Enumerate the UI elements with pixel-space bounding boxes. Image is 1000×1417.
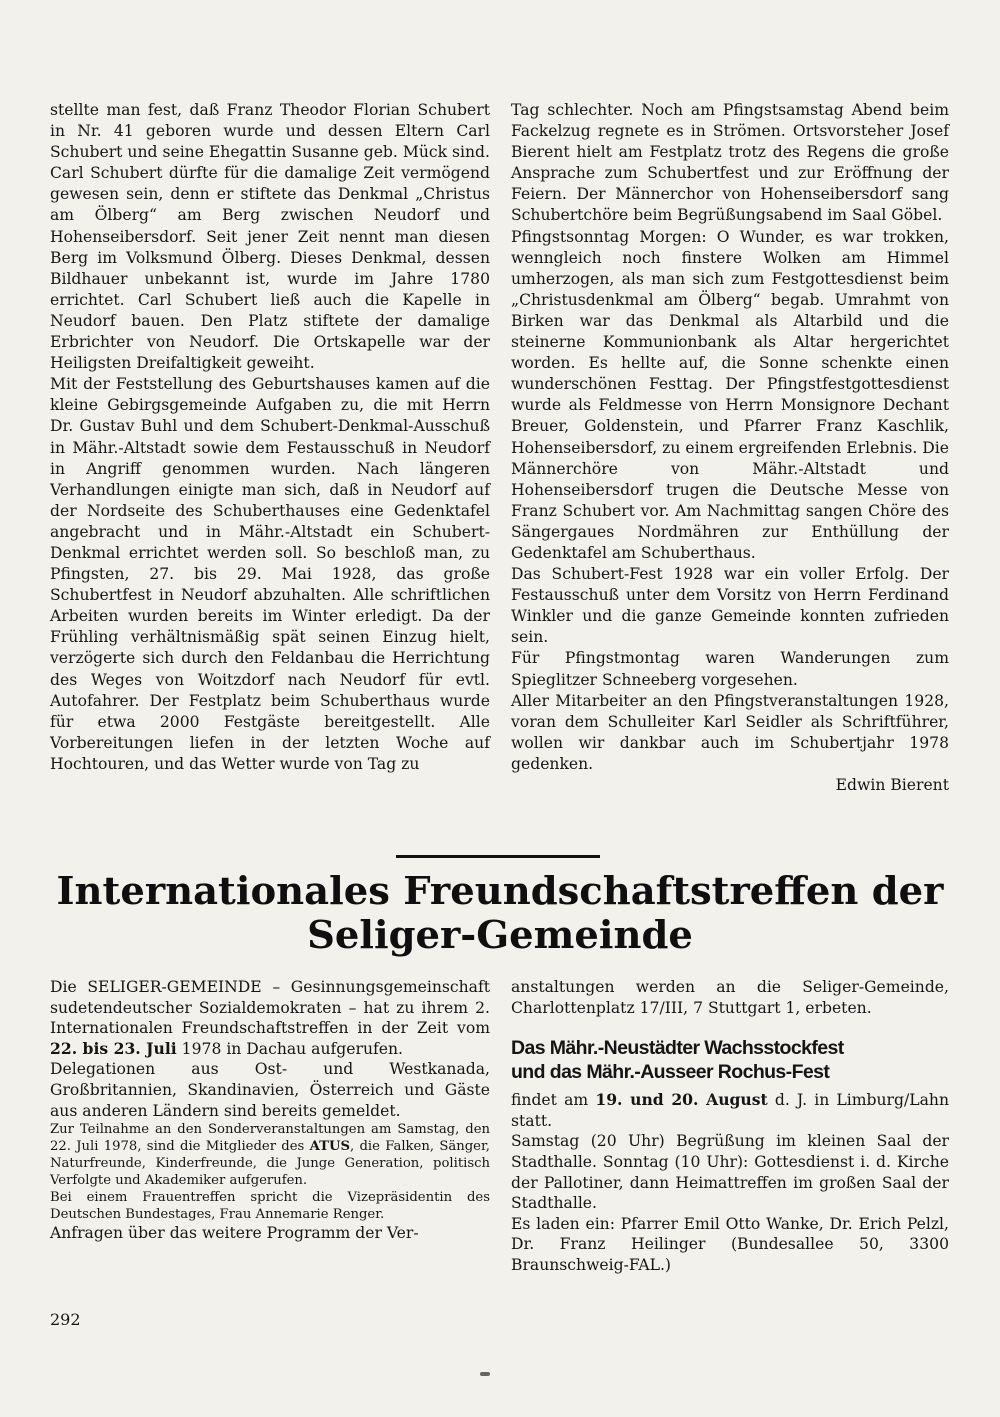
page-number: 292 [50, 1310, 81, 1329]
paragraph: Für Pfingstmontag waren Wanderungen zum Spieglitzer Schneeberg vorgesehen. [511, 649, 949, 689]
print-speck [480, 1372, 490, 1376]
paragraph: anstaltungen werden an die Seliger-Gemeinde, Charlottenplatz 17/III, 7 Stuttgart 1, erbeten. [511, 978, 949, 1017]
paragraph: findet am 19. und 20. August d. J. in Limburg/Lahn statt. [511, 1090, 949, 1130]
paragraph: stellte man fest, daß Franz Theodor Florian Schubert in Nr. 41 geboren wurde und dessen Eltern Carl Schubert und seine Ehegattin Susanne geb. Mück sind. Carl Schubert dürfte für die damalige Zeit vermögend gewesen sein, denn er stiftete das Denkmal „Christus am Ölberg“ am Berg zwischen Neudorf und Hohenseibersdorf. Seit jener Zeit nennt man diesen Berg im Volksmund Ölberg. Dieses Denkmal, dessen Bildhauer unbekannt ist, wurde im Jahre 1780 errichtet. Carl Schubert ließ auch die Kapelle in Neudorf bauen. Den Platz stiftete der damalige Erbrichter von Neudorf. Die Ortskapelle war der Heiligsten Dreifaltigkeit geweiht. [50, 101, 490, 373]
headline-line-1: Internationales Freundschaftstreffen der [56, 869, 944, 914]
paragraph: Pfingstsonntag Morgen: O Wunder, es war trokken, wenngleich noch finstere Wolken am Himmel umherzogen, als man sich zum Festgottesdienst beim „Christusdenkmal am Ölberg“ begab. Umrahmt von Birken war das Denkmal als Altarbild und die steinerne Kommunionbank als Altar hergerichtet worden. Es hellte auf, die Sonne schenkte einen wunderschönen Festtag. Der Pfingstfestgottesdienst wurde als Feldmesse von Herrn Monsignore Dechant Breuer, Goldenstein, und Pfarrer Franz Kaschlik, Hohenseibersdorf, zu einem ergreifenden Erlebnis. Die Männerchöre von Mähr.-Altstadt und Hohenseibersdorf trugen die Deutsche Messe von Franz Schubert vor. Am Nachmittag sangen Chöre des Sängergaues Nordmähren zur Enthüllung der Gedenktafel am Schuberthaus. [511, 227, 949, 562]
paragraph: Samstag (20 Uhr) Begrüßung im kleinen Saal der Stadthalle. Sonntag (10 Uhr): Gottesdienst i. d. Kirche der Pallotiner, dann Heimattreffen im großen Saal der Stadthalle. [511, 1132, 949, 1213]
paragraph: Delegationen aus Ost- und Westkanada, Großbritannien, Skandinavien, Österreich und Gäste aus anderen Ländern sind bereits gemeldet. [50, 1060, 490, 1120]
small-print-paragraph: Zur Teilnahme an den Sonderveranstaltungen am Samstag, den 22. Juli 1978, sind die Mitglieder des ATUS, die Falken, Sänger, Naturfreunde, Kinderfreunde, die Junge Generation, politisch Verfolgte und Akademiker aufgerufen. [50, 1122, 491, 1189]
headline [40, 870, 960, 958]
section-divider [396, 855, 600, 858]
small-print-paragraph: Bei einem Frauentreffen spricht die Vizepräsidentin des Deutschen Bundestages, Frau Annemarie Renger. [50, 1190, 490, 1223]
event-date: 22. bis 23. Juli [50, 1038, 177, 1058]
paragraph: Die SELIGER-GEMEINDE – Gesinnungsgemeinschaft sudetendeutscher Sozialdemokraten – hat zu ihrem 2. Internationalen Freundschaftstreffen in der Zeit vom 22. bis 23. Juli 1978 in Dachau aufgerufen. [50, 978, 490, 1058]
right-bottom-column [511, 977, 949, 1276]
paragraph: Es laden ein: Pfarrer Emil Otto Wanke, Dr. Erich Pelzl, Dr. Franz Heilinger (Bundesallee 50, 3300 Braunschweig-FAL.) [511, 1214, 949, 1274]
schubert-article-right-column [511, 100, 949, 796]
author-signature: Edwin Bierent [835, 776, 949, 794]
seliger-article-column [50, 977, 490, 1244]
paragraph: Das Schubert-Fest 1928 war ein voller Erfolg. Der Festausschuß unter dem Vorsitz von Herrn Ferdinand Winkler und die ganze Gemeinde konnten zufrieden sein. [511, 565, 949, 647]
paragraph: Aller Mitarbeiter an den Pfingstveranstaltungen 1928, voran dem Schulleiter Karl Seidler als Schriftführer, wollen wir dankbar auch im Schubertjahr 1978 gedenken. [511, 691, 949, 773]
paragraph: Mit der Feststellung des Geburtshauses kamen auf die kleine Gebirgsgemeinde Aufgaben zu, die mit Herrn Dr. Gustav Buhl und dem Schubert-Denkmal-Ausschuß in Mähr.-Altstadt sowie dem Festausschuß in Neudorf in Angriff genommen wurden. Nach längeren Verhandlungen einigte man sich, daß in Neudorf auf der Nordseite des Schuberthauses eine Gedenktafel angebracht und in Mähr.-Altstadt ein Schubert-Denkmal errichtet werden soll. So beschloß man, zu Pfingsten, 27. bis 29. Mai 1928, das große Schubertfest in Neudorf abzuhalten. Alle schriftlichen Arbeiten wurden bereits im Winter erledigt. Da der Frühling verhältnismäßig spät seinen Einzug hielt, verzögerte sich durch den Feldanbau die Herrichtung des Weges von Woitzdorf nach Neudorf für evtl. Autofahrer. Der Festplatz beim Schuberthaus wurde für etwa 2000 Festgäste bereitgestellt. Alle Vorbereitungen liefen in der letzten Woche auf Hochtouren, und das Wetter wurde von Tag zu [50, 375, 490, 773]
event-date: 19. und 20. August [595, 1090, 768, 1110]
rochus-article-title: Das Mähr.-Neustädter Wachsstockfest und das Mähr.-Ausseer Rochus-Fest [511, 1037, 844, 1084]
paragraph: Anfragen über das weitere Programm der Ver- [50, 1224, 419, 1243]
schubert-article-left-column [50, 100, 490, 775]
atus-label: ATUS [309, 1139, 350, 1155]
paragraph: Tag schlechter. Noch am Pfingstsamstag Abend beim Fackelzug regnete es in Strömen. Ortsvorsteher Josef Bierent hielt am Festplatz trotz des Regens die große Ansprache zum Schubertfest und zur Eröffnung der Feiern. Der Männerchor von Hohenseibersdorf sang Schubertchöre beim Begrüßungsabend im Saal Göbel. [511, 101, 949, 225]
headline-line-2: Seliger-Gemeinde [307, 913, 693, 958]
